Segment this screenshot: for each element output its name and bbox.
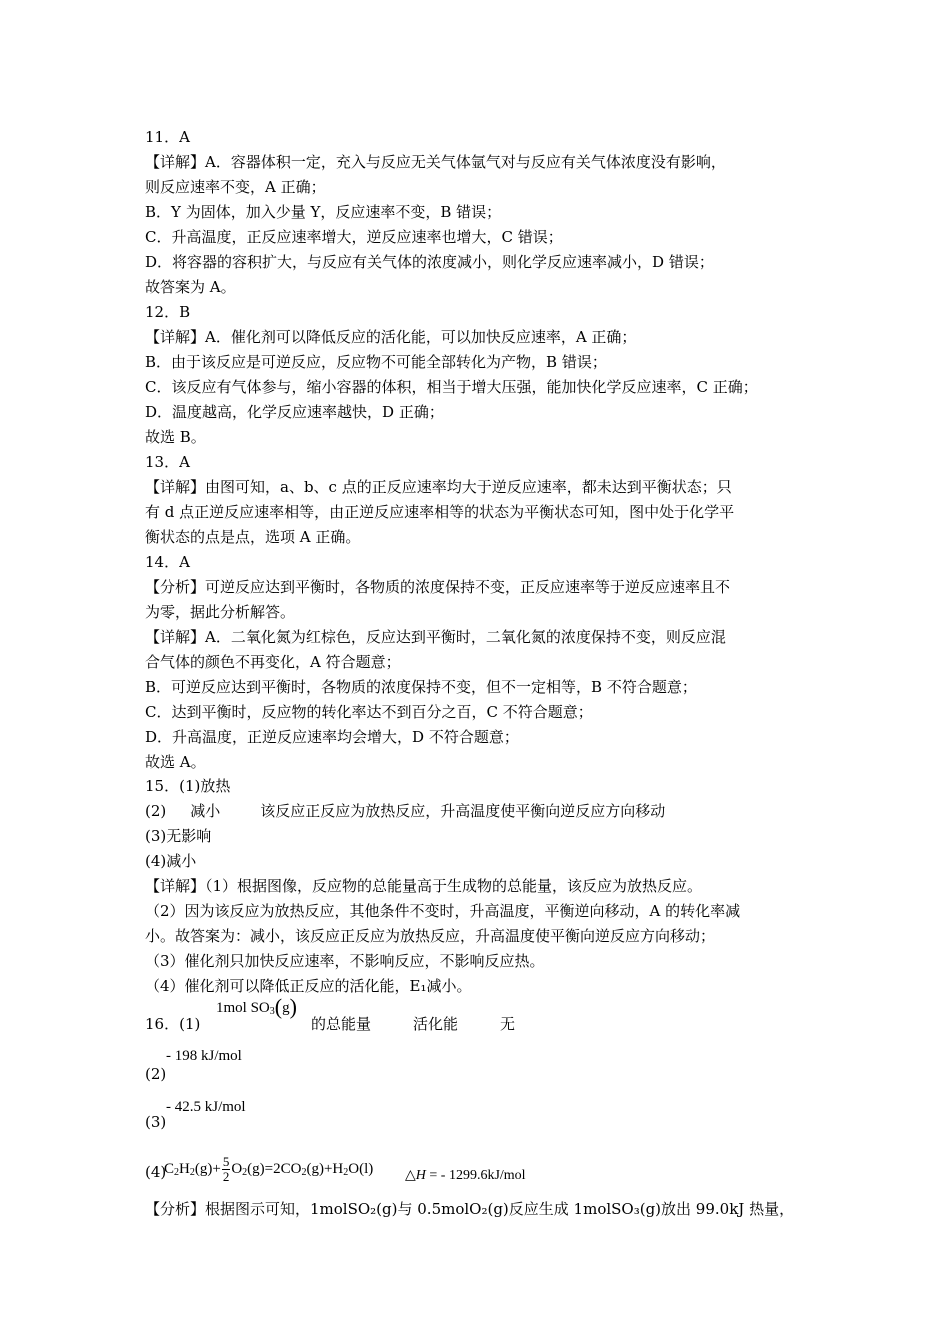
q14-line: C．达到平衡时，反应物的转化率达不到百分之百，C 不符合题意； (145, 703, 593, 721)
q12-line: 【详解】A．催化剂可以降低反应的活化能，可以加快反应速率，A 正确； (145, 328, 637, 346)
q14-answer: 14．A (145, 553, 190, 571)
q14-line: 故选 A。 (145, 753, 206, 771)
q16-part2-label: (2) (145, 1065, 167, 1083)
q15-answer-1: 15．(1)放热 (145, 777, 231, 795)
q16-part1-c: 无 (500, 1015, 516, 1033)
q15-line: （4）催化剂可以降低正反应的活化能，E₁减小。 (145, 977, 472, 995)
q15-answer-2 (145, 801, 665, 821)
q16-part4-equation: $C_2H_2(g)+$ $\frac{5}{2}$ $O_2(g)=2CO_2(g)+H_2O(l)$ (164, 1154, 374, 1184)
q14-line: 【分析】可逆反应达到平衡时，各物质的浓度保持不变，正反应速率等于逆反应速率且不 (145, 578, 731, 596)
q16-part2-value: - 198 kJ/mol (166, 1048, 242, 1064)
q16-part1-answers (311, 1014, 515, 1034)
q16-part1-formula: 1mol $SO_3(g)$ (216, 994, 297, 1019)
q11-line: C．升高温度，正反应速率增大，逆反应速率也增大，C 错误； (145, 228, 563, 246)
q16-part4-label: (4) (145, 1163, 167, 1181)
five-halves-fraction: $\frac{5}{2}$ (222, 1154, 230, 1184)
q15-line: 【详解】（1）根据图像，反应物的总能量高于生成物的总能量，该反应为放热反应。 (145, 877, 703, 895)
q11-answer: 11．A (145, 128, 190, 146)
q16-part1-label: 16．(1) (145, 1015, 201, 1033)
q12-line: B．由于该反应是可逆反应，反应物不可能全部转化为产物，B 错误； (145, 353, 607, 371)
q15-answer-4: (4)减小 (145, 852, 197, 870)
q13-line: 衡状态的点是点，选项 A 正确。 (145, 528, 361, 546)
q16-part4-enthalpy (405, 1166, 526, 1186)
q11-line: 【详解】A．容器体积一定，充入与反应无关气体氩气对与反应有关气体浓度没有影响， (145, 153, 726, 171)
q15-line: 小。故答案为：减小，该反应正反应为放热反应，升高温度使平衡向逆反应方向移动； (145, 927, 716, 945)
q16-part1-text: 的总能量 (311, 1015, 372, 1033)
q13-line: 【详解】由图可知，a、b、c 点的正反应速率均大于逆反应速率，都未达到平衡状态；只 (145, 478, 732, 496)
q14-line: B．可逆反应达到平衡时，各物质的浓度保持不变，但不一定相等，B 不符合题意； (145, 678, 697, 696)
q14-line: D．升高温度，正逆反应速率均会增大，D 不符合题意； (145, 728, 519, 746)
q14-line: 合气体的颜色不再变化，A 符合题意； (145, 653, 401, 671)
q12-answer: 12．B (145, 303, 191, 321)
q15-line: （3）催化剂只加快反应速率，不影响反应，不影响反应热。 (145, 952, 545, 970)
q15-line: （2）因为该反应为放热反应，其他条件不变时，升高温度，平衡逆向移动，A 的转化率减 (145, 902, 741, 920)
q11-line: B．Y 为固体，加入少量 Y，反应速率不变，B 错误； (145, 203, 502, 221)
q16-part3-label: (3) (145, 1113, 167, 1131)
q15-answer-3: (3)无影响 (145, 827, 212, 845)
delta-h-label: △H (405, 1168, 426, 1183)
q16-part1-b: 活化能 (413, 1015, 459, 1033)
q15-answer-2-label: (2) (145, 802, 167, 820)
q14-line: 为零，据此分析解答。 (145, 603, 296, 621)
q11-line: 则反应速率不变，A 正确； (145, 178, 326, 196)
q12-line: D．温度越高，化学反应速率越快，D 正确； (145, 403, 444, 421)
q12-line: C．该反应有气体参与，缩小容器的体积，相当于增大压强，能加快化学反应速率，C 正确； (145, 378, 758, 396)
q16-analysis: 【分析】根据图示可知，1molSO₂(g)与 0.5molO₂(g)反应生成 1molSO₃(g)放出 99.0kJ 热量， (145, 1200, 795, 1218)
q14-line: 【详解】A．二氧化氮为红棕色，反应达到平衡时，二氧化氮的浓度保持不变，则反应混 (145, 628, 726, 646)
q16-part3-value: - 42.5 kJ/mol (166, 1099, 246, 1115)
q13-answer: 13．A (145, 453, 190, 471)
q16-part1 (145, 1014, 200, 1034)
q11-line: D．将容器的容积扩大，与反应有关气体的浓度减小，则化学反应速率减小，D 错误； (145, 253, 714, 271)
q12-line: 故选 B。 (145, 428, 206, 446)
q15-answer-2-reason: 该反应正反应为放热反应，升高温度使平衡向逆反应方向移动 (260, 802, 666, 820)
q15-answer-2-value: 减小 (190, 802, 221, 820)
q13-line: 有 d 点正逆反应速率相等，由正逆反应速率相等的状态为平衡状态可知，图中处于化学平 (145, 503, 735, 521)
delta-h-value: = - 1299.6kJ/mol (425, 1168, 526, 1183)
q11-line: 故答案为 A。 (145, 278, 236, 296)
